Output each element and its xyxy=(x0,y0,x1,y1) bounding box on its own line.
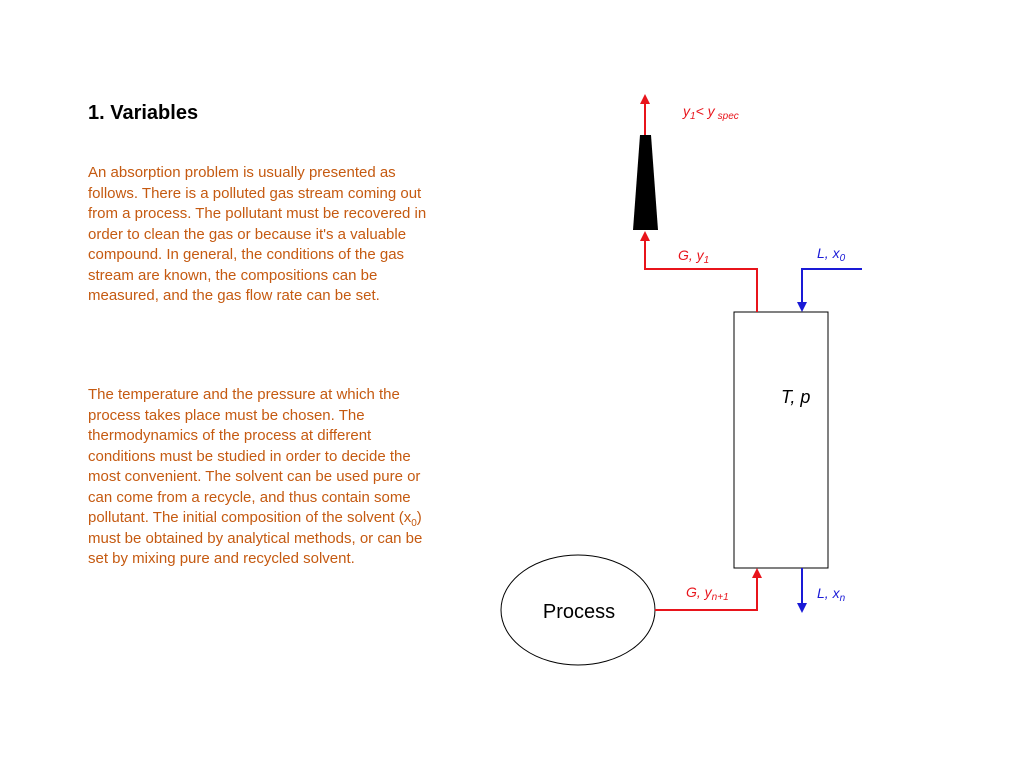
paragraph-conditions-text-2: ) must be obtained by analytical methods, or can be set by mixing pure and recycled solvent. xyxy=(88,509,423,567)
chimney-stack xyxy=(633,135,658,230)
gas-out-label-sub: 1 xyxy=(703,255,710,266)
spec-label-y: y xyxy=(683,103,690,119)
liquid-inlet-arrowhead xyxy=(797,302,807,312)
gas-in-label-sub: n+1 xyxy=(711,592,729,603)
absorption-column xyxy=(734,312,828,568)
liquid-inlet-line xyxy=(802,269,862,302)
gas-out-label xyxy=(678,247,709,266)
liquid-out-label-main: L, x xyxy=(817,585,840,601)
gas-feed-arrowhead xyxy=(752,568,762,578)
spec-label-y-sub: 1 xyxy=(690,111,696,122)
paragraph-conditions-text-1: The temperature and the pressure at which the process takes place must be chosen. The thermodynamics of the process at different conditions must be studied in order to decide the most convenient. The solvent can be used pure or can come from a recycle, and thus contain some pollutant. The initial composition of the solvent (x xyxy=(88,386,421,526)
slide-title: 1. Variables xyxy=(88,102,199,124)
gas-in-label xyxy=(686,584,729,603)
paragraph-problem-description: An absorption problem is usually presented as follows. There is a polluted gas stream coming out from a process. The pollutant must be recovered in order to clean the gas or because it's a valuable compound. In general, the conditions of the gas stream are known, the compositions can be measured, and the gas flow rate can be set. xyxy=(88,164,427,304)
paragraph-conditions-subscript: 0 xyxy=(411,518,417,529)
spec-label-spec-sub: spec xyxy=(717,111,739,122)
process-label: Process xyxy=(542,601,616,623)
liquid-in-label xyxy=(817,245,846,264)
spec-label-op: < y xyxy=(695,103,715,119)
gas-out-label-main: G, y xyxy=(678,247,704,263)
liquid-in-label-main: L, x xyxy=(817,245,840,261)
spec-label xyxy=(682,103,739,122)
gas-release-arrowhead xyxy=(640,94,650,104)
liquid-outlet-arrowhead xyxy=(797,603,807,613)
gas-exit-arrowhead xyxy=(640,231,650,241)
liquid-in-label-sub: 0 xyxy=(839,253,846,264)
column-conditions-label: T, p xyxy=(781,387,811,407)
liquid-out-label xyxy=(817,585,846,604)
gas-in-label-main: G, y xyxy=(686,584,712,600)
liquid-out-label-sub: n xyxy=(839,593,846,604)
